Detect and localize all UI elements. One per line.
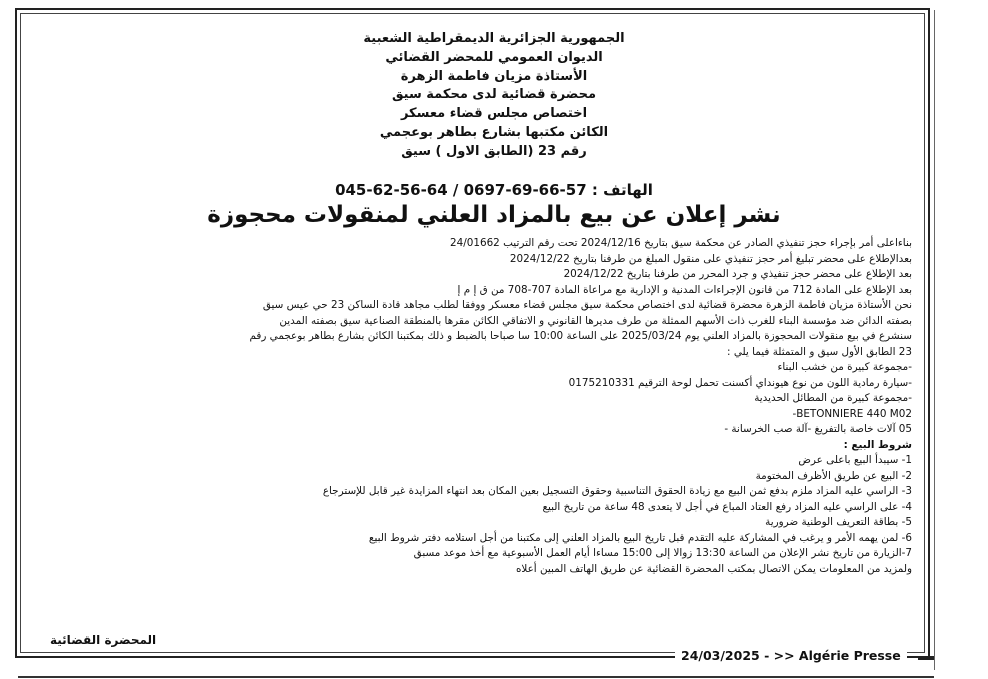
- item-line: -مجموعة كبيرة من المطائل الحديدية: [754, 392, 912, 404]
- body-line: بعد الإطلاع على المادة 712 من قانون الإجراءات المدنية و الإدارية مع مراعاة المادة 707-708 من ق إ م إ: [457, 283, 912, 296]
- notice-header: [0, 30, 988, 162]
- phone-line: [0, 180, 988, 200]
- condition-item: 3- الراسي عليه المزاد ملزم بدفع ثمن البيع مع زيادة الحقوق التناسبية وحقوق التسجيل بعين المكان بعد انتهاء المزايدة غير قابل للإسترجاع: [322, 485, 912, 497]
- body-line: بعد الإطلاع على محضر حجز تنفيذي و جرد المحرر من طرفنا بتاريخ 2024/12/22: [563, 268, 912, 280]
- condition-item: 7-الزيارة من تاريخ نشر الإعلان من الساعة 13:30 زوالا إلى 15:00 مساءا أيام العمل الأسبوعية مع أخذ موعد مسبق: [413, 547, 912, 559]
- header-line-court: محضرة قضائية لدى محكمة سيق: [391, 87, 597, 103]
- phone-label: الهاتف :: [591, 181, 653, 199]
- phone-numbers: 045-62-56-64 / 0697-69-66-57: [335, 181, 587, 199]
- item-line: -مجموعة كبيرة من خشب البناء: [777, 361, 912, 373]
- body-line: بناءاعلى أمر بإجراء حجز تنفيذي الصادر عن محكمة سيق بتاريخ 2024/12/16 تحت رقم الترتيب 24/01662: [450, 237, 912, 249]
- footer-source: 24/03/2025 - >> Algérie Presse: [675, 648, 907, 663]
- body-line: نحن الأستاذة مزيان فاطمة الزهرة محضرة قضائية لدى اختصاص محكمة سيق مجلس قضاء معسكر ووفقا لطلب مجاهد قادة الساكن 23 حي عيس سيق: [262, 299, 912, 311]
- condition-item: ولمزيد من المعلومات يمكن الاتصال بمكتب المحضرة القضائية عن طريق الهاتف المبين أعلاه: [515, 562, 912, 575]
- item-line: BETONNIERE 440 M02-: [792, 407, 912, 420]
- condition-item: 4- على الراسي عليه المزاد رفع العتاد المباع في أجل لا يتعدى 48 ساعة من تاريخ البيع: [542, 500, 912, 513]
- item-line: -سيارة رمادية اللون من نوع هيونداي أكسنت تحمل لوحة الترقيم 0175210331: [568, 376, 912, 389]
- header-line-jurisdiction: اختصاص مجلس قضاء معسكر: [400, 106, 588, 122]
- condition-item: 1- سيبدأ البيع باعلى عرض: [798, 454, 912, 466]
- footer-bar: [918, 656, 934, 660]
- condition-item: 6- لمن يهمه الأمر و يرغب في المشاركة عليه التقدم قبل تاريخ البيع بالمزاد العلني إلى مكتبنا من أجل استلامه دفتر شروط البيع: [368, 531, 912, 544]
- body-line: بصفته الدائن ضد مؤسسة البناء للغرب ذات الأسهم الممثلة من طرف مديرها القانوني و الاتفاقي الكائن مقرها بالمنطقة الصناعية سيق بصفته المدين: [279, 314, 912, 327]
- condition-item: 2- البيع عن طريق الأظرف المختومة: [755, 469, 912, 482]
- notice-body: [40, 236, 912, 577]
- condition-item: 5- بطاقة التعريف الوطنية ضرورية: [765, 516, 912, 528]
- header-line-republic: الجمهورية الجزائرية الديمقراطية الشعبية: [363, 31, 625, 46]
- body-line: سنشرع في بيع منقولات المحجوزة بالمزاد العلني يوم 2025/03/24 على الساعة 10:00 سا صباحا بالضبط و ذلك بمكتبنا الكائن بشارع بطاهر بوعجمي رقم: [249, 330, 912, 342]
- bottom-rule: [18, 676, 934, 678]
- body-line: بعدالإطلاع على محضر تبليغ أمر حجز تنفيذي على منقول المبلغ من طرفنا بتاريخ 2024/12/22: [509, 252, 912, 265]
- conditions-heading: شروط البيع :: [843, 438, 912, 451]
- header-line-office: الديوان العمومي للمحضر القضائي: [385, 49, 603, 65]
- notice-title: نشر إعلان عن بيع بالمزاد العلني لمنقولات محجوزة: [207, 202, 781, 228]
- header-line-address: الكائن مكتبها بشارع بطاهر بوعجمي: [379, 124, 609, 140]
- body-line: 23 الطابق الأول سيق و المتمثلة فيما يلي :: [727, 345, 912, 358]
- item-line: 05 آلات خاصة بالتفريغ -آلة صب الخرسانة -: [724, 423, 912, 435]
- header-line-address-number: رقم 23 (الطابق الاول ) سيق: [401, 143, 587, 159]
- header-line-bailiff-name: الأستاذة مزيان فاطمة الزهرة: [400, 68, 588, 84]
- signature: المحضرة القضائية: [50, 633, 157, 647]
